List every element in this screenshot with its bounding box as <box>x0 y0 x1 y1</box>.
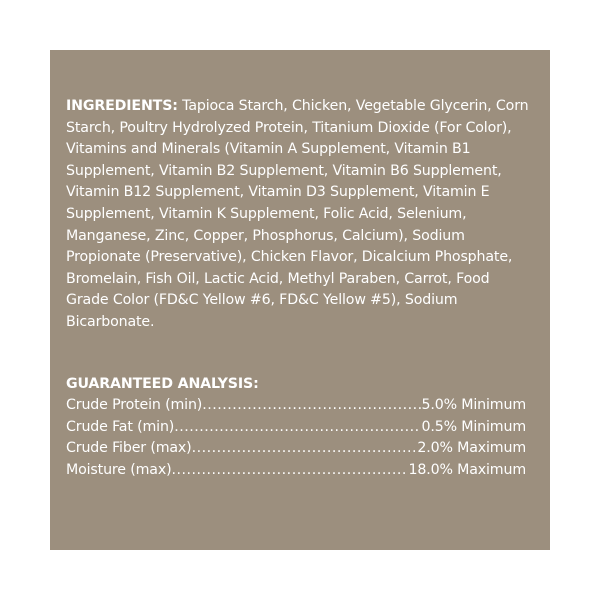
analysis-row-name: Crude Protein (min) <box>66 397 203 414</box>
dot-leader <box>174 417 421 439</box>
guaranteed-analysis-section <box>66 374 526 482</box>
analysis-row-value: 2.0% Maximum <box>417 440 526 457</box>
ingredients-heading: INGREDIENTS: <box>66 98 178 114</box>
analysis-row-value: 5.0% Minimum <box>421 397 526 414</box>
analysis-row-name: Moisture (max) <box>66 461 172 478</box>
ingredients-paragraph <box>66 96 536 334</box>
nutrition-label-panel <box>50 50 550 550</box>
analysis-row-crude-protein <box>66 395 526 417</box>
dot-leader <box>202 395 421 417</box>
analysis-row-name: Crude Fiber (max) <box>66 440 192 457</box>
guaranteed-analysis-heading: GUARANTEED ANALYSIS: <box>66 375 259 392</box>
analysis-row-moisture <box>66 460 526 482</box>
analysis-row-name: Crude Fat (min) <box>66 418 175 435</box>
dot-leader <box>171 460 408 482</box>
analysis-row-crude-fiber <box>66 438 526 460</box>
ingredients-text: Tapioca Starch, Chicken, Vegetable Glycerin, Corn Starch, Poultry Hydrolyzed Protein, Titanium Dioxide (For Color), Vitamins and Minerals (Vitamin A Supplement, Vitamin B1 Supplement, Vitamin B2 Supplement, Vitamin B6 Supplement, Vitamin B12 Supplement, Vitamin D3 Supplement, Vitamin E Supplement, Vitamin K Supplement, Folic Acid, Selenium, Manganese, Zinc, Copper, Phosphorus, Calcium), Sodium Propionate (Preservative), Chicken Flavor, Dicalcium Phosphate, Bromelain, Fish Oil, Lactic Acid, Methyl Paraben, Carrot, Food Grade Color (FD&C Yellow #6, FD&C Yellow #5), Sodium Bicarbonate. <box>66 98 529 330</box>
dot-leader <box>192 438 418 460</box>
analysis-row-value: 0.5% Minimum <box>421 418 526 435</box>
analysis-row-crude-fat <box>66 417 526 439</box>
analysis-row-value: 18.0% Maximum <box>408 461 526 478</box>
